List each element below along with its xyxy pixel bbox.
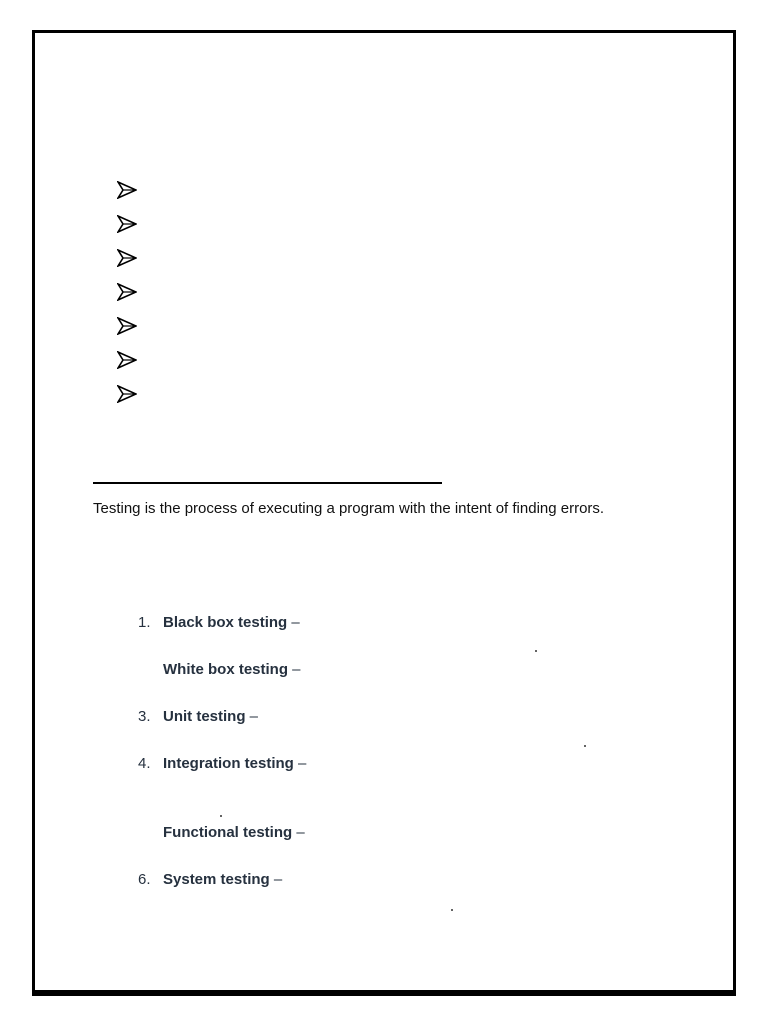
list-item-text — [163, 755, 306, 772]
list-item-text — [163, 708, 258, 725]
dash: – — [245, 708, 259, 725]
stray-period — [535, 650, 537, 652]
stray-period — [584, 745, 586, 747]
list-number: 6. — [138, 871, 151, 888]
list-item-text — [163, 871, 282, 888]
testing-type-name: Unit testing — [163, 708, 246, 725]
testing-type-name: Integration testing — [163, 755, 294, 772]
dash: – — [288, 661, 301, 678]
dash: – — [287, 614, 300, 631]
testing-type-name: White box testing — [163, 661, 288, 678]
list-item-text — [163, 614, 300, 631]
list-item-text — [163, 824, 305, 841]
testing-type-name: Black box testing — [163, 614, 288, 631]
list-number: 3. — [138, 708, 151, 725]
dash: – — [292, 824, 305, 841]
testing-type-name: System testing — [163, 871, 270, 888]
stray-period — [451, 909, 453, 911]
list-number: 1. — [138, 614, 151, 631]
heading-underline — [93, 482, 442, 484]
arrow-bullet-icon — [117, 317, 137, 335]
intro-paragraph: Testing is the process of executing a program with the intent of finding errors. — [93, 500, 605, 517]
stray-period — [220, 815, 222, 817]
arrow-bullet-icon — [117, 283, 137, 301]
dash: – — [293, 755, 307, 772]
arrow-bullet-icon — [117, 385, 137, 403]
testing-type-name: Functional testing — [163, 824, 293, 841]
page-border-bottom-line — [32, 990, 736, 991]
arrow-bullet-icon — [117, 181, 137, 199]
dash: – — [269, 871, 283, 888]
list-item-text — [163, 661, 301, 678]
arrow-bullet-icon — [117, 215, 137, 233]
arrow-bullet-icon — [117, 249, 137, 267]
list-number: 4. — [138, 755, 151, 772]
arrow-bullet-icon — [117, 351, 137, 369]
